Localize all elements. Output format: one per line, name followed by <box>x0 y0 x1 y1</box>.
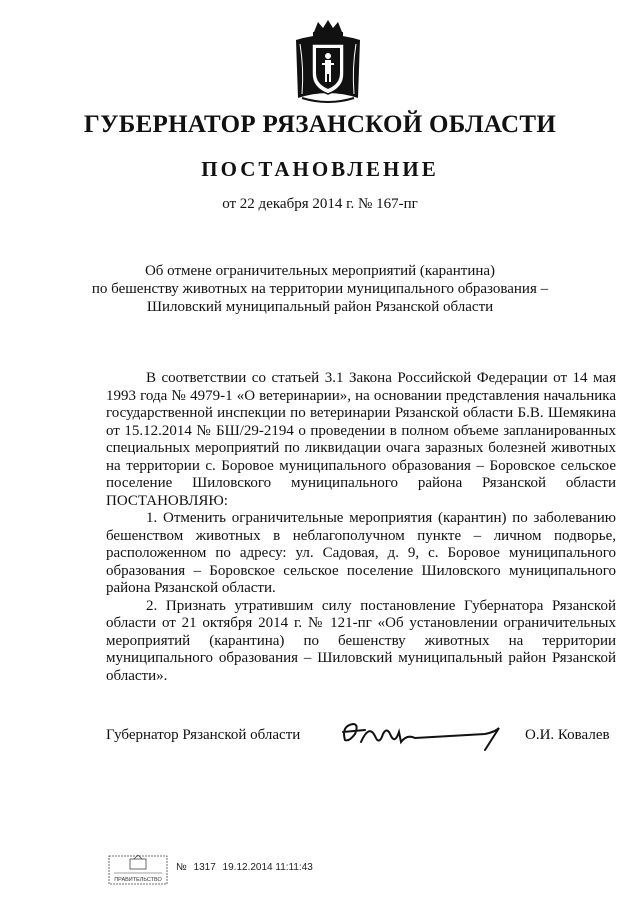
preamble-paragraph: В соответствии со статьей 3.1 Закона Российской Федерации от 14 мая 1993 года № 4979-1 «О ветеринарии», на основании представления начальника государственной инспекции по ветеринарии Рязанской области Б.В. Шемякина от 15.12.2014 № БШ/29-2194 о проведении в полном объеме запланированных специальных мероприятий по ликвидации очага заразных болезней животных на территории с. Боровое муниципального образования – Боровское сельское поселение Шиловского муниципального района Рязанской области ПОСТАНОВЛЯЮ: <box>106 370 616 509</box>
coat-of-arms-icon <box>292 18 364 106</box>
reg-number: 1317 <box>193 862 216 873</box>
clause-2-paragraph: 2. Признать утратившим силу постановление Губернатора Рязанской области от 21 октября 2014 г. № 121-пг «Об установлении ограничительных мероприятий (карантина) по бешенству животных на территории муниципального образования – Шиловский муниципальный район Рязанской области». <box>106 597 616 684</box>
clause-1-paragraph: 1. Отменить ограничительные мероприятия (карантин) по заболеванию бешенством животных в неблагополучном пункте – личном подворье, расположенном по адресу: ул. Садовая, д. 9, с. Боровое муниципального образования – Боровское сельское поселение Шиловского муниципального района Рязанской области. <box>106 510 616 596</box>
signatory-name: О.И. Ковалев <box>525 727 610 743</box>
registration-mark <box>176 862 317 873</box>
document-date-number: от 22 декабря 2014 г. № 167-пг <box>222 196 418 212</box>
subject-line: Шиловский муниципальный район Рязанской области <box>146 299 494 315</box>
signatory-role: Губернатор Рязанской области <box>106 727 301 743</box>
subject-line: Об отмене ограничительных мероприятий (карантина) <box>144 263 496 279</box>
subject-line: по бешенству животных на территории муниципального образования – <box>91 281 549 297</box>
document-type: ПОСТАНОВЛЕНИЕ <box>201 157 439 181</box>
government-stamp-icon <box>108 855 168 885</box>
reg-mark: № <box>176 862 187 873</box>
document-body <box>106 370 616 685</box>
document-subject <box>0 262 640 316</box>
reg-datetime: 19.12.2014 11:11:43 <box>222 862 313 873</box>
svg-text:ПРАВИТЕЛЬСТВО: ПРАВИТЕЛЬСТВО <box>114 877 162 883</box>
issuer-title: ГУБЕРНАТОР РЯЗАНСКОЙ ОБЛАСТИ <box>83 111 557 138</box>
handwritten-signature <box>335 712 505 754</box>
